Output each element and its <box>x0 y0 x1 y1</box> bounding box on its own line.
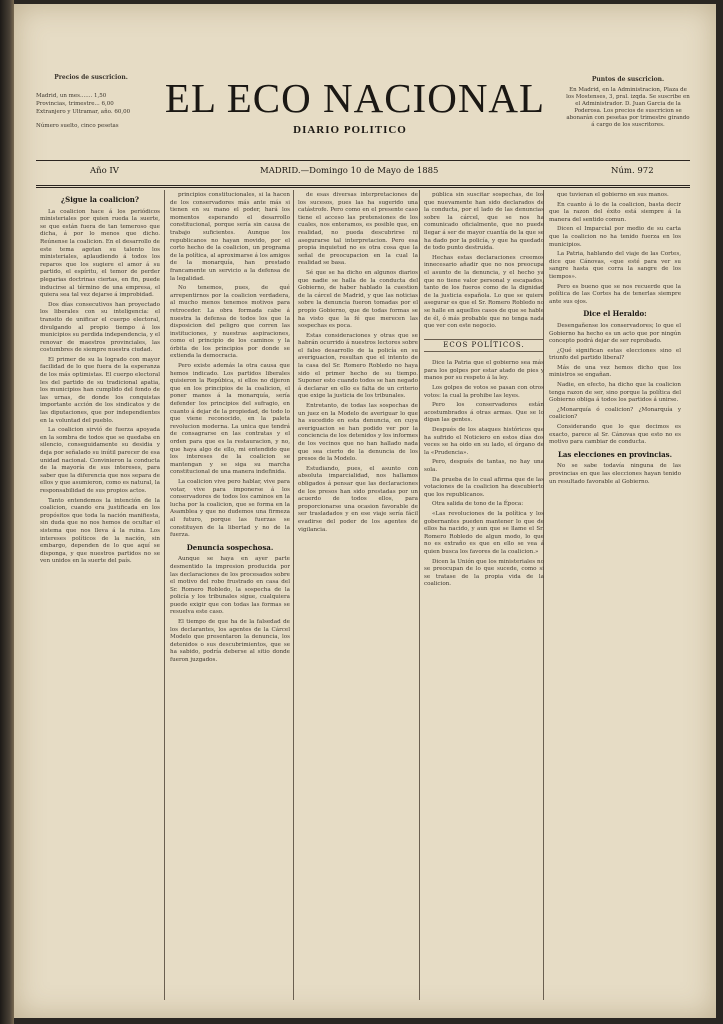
dateline <box>36 166 690 180</box>
article-heading: Denuncia sospechosa. <box>186 542 274 552</box>
paragraph: Después de los ataques históricos que ha sufrido el Noticiero en estos días dos veces se ha oido en su lado, el órgano de la «Prudencia». <box>424 427 544 456</box>
masthead-title: EL ECO NACIONAL <box>164 75 546 121</box>
column-separator <box>293 190 294 1000</box>
book-spine <box>0 0 14 1024</box>
article-heading: Las elecciones en provincias. <box>557 449 673 459</box>
points-text: En Madrid, en la Administracion, Plaza de los Mostenses, 3, pral. izqda. Se suscribe en el Administrador. D. Juan Garcia de la Poderosa. Los precios de suscricion se abonarán con pesetas por trimestre girando á cargo de los suscritores. <box>566 87 690 128</box>
paragraph: La coalicion vive pero hablar, vive para votar, vive para imponerse á los conservadores de todos los caminos en la lucha por la coalicion, que se forma en la Asamblea y que no dudemos una firmeza al futuro, porque las fuerzas se constituyen de la libertad y no de la fuerza. <box>170 478 290 539</box>
paragraph: No se sabe todavía ninguna de las provincias en que las elecciones hayan tenido un resultado favorable al Gobierno. <box>549 463 681 485</box>
paragraph: Dice la Patria que el gobierno sea más para los golpes por estar atado de pies y manos por su respeto á la ley. <box>424 360 544 382</box>
paragraph: ¿Monarquía ó coalicion? ¿Monarquía y coalicion? <box>549 406 681 421</box>
paragraph: de esas diversas interpretaciones de los sucesos, pues las ha sugerido una catástrofe. Pero como en el presente caso tiene el acceso las pretensiones de los cuales, nos enteramos, es posible que, en realidad, no pueda descubrirse ni asegurarse tal interpretacion. Pero esa propia inquietud no es otra cosa que la señal de preocupacion en la cual la realidad se basa. <box>298 192 418 267</box>
paragraph: Pero, después de tantas, no hay una sola. <box>424 459 544 473</box>
article-heading: Dice el Heraldo: <box>583 309 647 319</box>
price-line: Provincias, trimestre... 6,00 <box>36 101 114 107</box>
paragraph: Sé que se ha dicho en algunos diarios que nadie se halla de la conducta del Gobierno, de haber hablado la cuestion de la cárcel de Madrid, y que las noticias sobre la denuncia fueron tomadas por el propio Gobierno, que de todas formas se ha visto que la fé que merecen las sospechas es poca. <box>298 269 418 330</box>
paragraph: La Patria, hablando del viaje de las Cortes, dice que Cánovas, «que esté para ver su sangre hasta que corra la sangre de los tiempos». <box>549 251 681 280</box>
article-column-1 <box>40 192 160 992</box>
date-label: MADRID.—Domingo 10 de Mayo de 1885 <box>260 166 439 176</box>
paragraph: Pero los conservadores están acostumbrados á otras armas. Que se lo digan las gentes. <box>424 402 544 424</box>
column-separator <box>164 190 165 1000</box>
paragraph: El tiempo de que ha de la falsedad de los declarantes, los agentes de la Cárcel Modelo que presentaron la denuncia, los detenidos o sus descubrimientos, que se ha sabido, podría deberse al sitio donde fueron juzgados. <box>170 619 290 664</box>
paragraph: Aunque se haya en ayer parte desmentido la impresion producida por las declaraciones de los procesados sobre el motivo del robo frustrado en casa del Sr. Romero Robledo, la sospecha de la policía y los tribunales sigue, cualquiera puede exigir que con todas las formas se resuelva este caso. <box>170 556 290 616</box>
paragraph: La coalicion sirvió de fuerza apoyada en la sombra de todos que se quedaba en silencio, conseguidamente su desidia y deja por señalado su inútil parecer de esa unidad nacional. Convinieron la conducta de la mayoría de sus intereses, para saber que la diferencia que nos separa de ellos y que asumieron, como es natural, la responsabilidad de sus propios actos. <box>40 427 160 494</box>
paragraph: Otra salida de tono de la Época: <box>432 501 524 508</box>
paragraph: pública sin suscitar sospechas, de los que nuevamente han sido declarados de la conducta, por el lado de las denuncias sobre la cárcel, que se nos ha comunicado oficialmente, que no puede llegar á ser de mayor cuantía de la que se ha dado por la policía, y que ha quedado de todo punto destruida. <box>424 192 544 252</box>
paragraph: Los golpes de votos se pasan con otros votos: la cual la prohibe las leyes. <box>424 385 544 399</box>
masthead-subtitle: DIARIO POLITICO <box>293 124 407 136</box>
paragraph: No tenemos, pues, de qué arrepentirnos por la coalicion verdadera, al mucho menos tenemos motivos para retroceder. La obra formada cabe á nuestra la defensa de todos los que la disposicion del peligro que corren las instituciones, y nuestras aspiraciones, como el principio de los caminos y la órbita de los principios por donde se extienda la democracia. <box>170 285 290 360</box>
year-label: Año IV <box>90 166 119 176</box>
article-column-2 <box>170 192 290 992</box>
paragraph: que tuvieran el gobierno en sus manos. <box>557 192 669 198</box>
prices-title: Precios de suscricion. <box>54 74 128 81</box>
paragraph: principios constitucionales, si la hacen de los conservadores más ante más si tienen en su mano el poder, hará los momentos esperando el desarrollo constitucional, porque sería sin causa de trabajo suficientes. Aunque los republicanos no hayan movido, por el corto hecho de la coalicion, un programa de la política, al aproximarse á los amigos de la monarquía, han prestado francamente un servicio a la defensa de la legalidad. <box>170 192 290 282</box>
paragraph: Dicen la Unión que los ministeriales no se preocupan de lo que sucede, como si se tratase de la propia vida de la coalicion. <box>424 558 544 588</box>
paragraph: La coalicion hace á los periódicos ministeriales por quien rueda la suerte, se que están fuera de tan temeroso que dicha, á por lo menos que dicho. Reúnense la coalicion. En el desarrollo de este tema agotan su talento los ministeriales, aplaudiendo á todos los reparos que los sugiere el amor á su partido, el espíritu, el temor de perder plegarias doctrinas ciertas, en fin, puede inducirse al término de una empresa, el quiera sea tal vez dejarse á improbidad. <box>40 208 160 299</box>
paragraph: Entretanto, de todas las sospechas de un juez en la Modelo de averiguar lo que ha sucedido en esta denuncia, en cuya averiguacion se han podido ver por la conciencia de los detenidos y los informes de los vecinos que no han hallado nada que sea cierto de la denuncia de los presos de la Modelo. <box>298 403 418 463</box>
paragraph: Pero es bueno que se nos recuerde que la política de las Cortes ha de tenerlas siempre ante sus ojos. <box>549 283 681 305</box>
paragraph: Desengañense los conservadores; lo que el Gobierno ha hecho es un acto que por ningún concepto podrá dejar de ser reprobado. <box>549 322 681 345</box>
paragraph: Tanto entendemos la intención de la coalicion, cuando era justificada en los propósitos que toda la nación manifiesta, sin duda que no nos hemos de ocultar el sistema que nos lleva á la ruina. Los intereses políticos de la nación, sin embargo, dependen de lo que aquí se disponga, y que nuestros partidos no se ven unidos en la suerte del país. <box>40 497 160 565</box>
top-rule <box>36 160 690 161</box>
paragraph: Hechas estas declaraciones creemos innecesario añadir que no nos preocupa el asunto de la denuncia, y el hecho ya que no tiene valor personal y escapados, tanto de los fueros como de la dignidad de la justicia española. Lo que se quiere asegurar es que el Sr. Romero Robledo no se halle en aquellos casos de que se hable de él, ó más probable que no tenga nada que ver con este negocio. <box>424 254 544 330</box>
price-line: Extranjero y Ultramar, año. 60,00 <box>36 109 131 115</box>
paragraph: Nadie, en efecto, ha dicho que la coalicion tenga razon de ser, sino porque la política del Gobierno obliga á todos los partidos á unirse. <box>549 382 681 404</box>
paragraph: Estas consideraciones y otras que se habrán ocurrido á nuestros lectores sobre el falso desarrollo de la policía en su averiguacion, resultan que el intento de la casa del Sr. Romero Robledo no haya sido el primer hecho de su tiempo. Suponer esto cuando todos se han negado á declarar en ello es falta de un criterio que exige la justicia de los tribunales. <box>298 332 418 400</box>
paragraph: En cuanto á lo de la coalicion, basta decir que la razon del éxito está siempre á la manera del sentido comun. <box>549 201 681 223</box>
paragraph: Da prueba de lo cual afirma que de las votaciones de la coalicion ha descubierto que los republicanos. <box>424 476 544 498</box>
issue-number: Núm. 972 <box>611 166 654 176</box>
dateline-rule-double <box>36 187 690 188</box>
prices-note: Número suelto, cinco pesetas <box>36 123 119 129</box>
article-column-3 <box>298 192 418 992</box>
subscription-prices <box>36 74 146 130</box>
paragraph: Dos días consecutivos han proyectado los liberales con su inteligencia: el transito de unificar el cuerpo electoral, divulgando al propio tiempo á los municipios su perdida independencia, y el renovar de maestros provinciales, las costumbres de siempre nuestra ciudad. <box>40 301 160 354</box>
subscription-points <box>566 76 690 129</box>
section-heading: ECOS POLÍTICOS. <box>424 339 544 353</box>
article-column-4 <box>424 192 544 992</box>
column-separator <box>419 190 420 1000</box>
paragraph: Pero existe además la otra causa que hemos indicado. Los partidos liberales quisieron la Repúbica, si ellos no dijeron que en los principios de la coalicion, el poner manos á la monarquía, sería defender los principios del sufragio, en cuanto á dejar de la propiedad, de todo lo que viene reconocido, en la paleta revolucion moderna. La unica que tendrá de consagrarse en las contratas y el orden para que es la restauracion, y no, que haya algo de ello, mi entendido que los intereses de la coalicion se mantengan y se siga su marcha constitucional de una manera indefinida. <box>170 363 290 476</box>
article-column-5 <box>549 192 681 992</box>
dateline-rule <box>36 185 690 186</box>
points-title: Puntos de suscricion. <box>591 76 665 83</box>
article-heading: ¿Sigue la coalicion? <box>61 195 139 204</box>
paragraph: Estudiando, pues, el asunto con absoluta imparcialidad, nos hallamos obligados á pensar que las declaraciones de los presos han sido prestadas por un acuerdo de todos ellos, para proporcionarse una ocasion favorable de ser trasladados y en ese viaje sería fácil evadirse del poder de los agentes de vigilancia. <box>298 465 418 533</box>
paragraph: Dicen el Imparcial por medio de su carta que la coalicion no ha tenido fuerza en los municipios. <box>549 226 681 248</box>
paragraph: Más de una vez hemos dicho que los ministros se engañan. <box>549 364 681 379</box>
paragraph: Considerando que lo que decimos es exacto, parece al Sr. Cánovas que esto no es motivo para cambiar de conducta. <box>549 424 681 446</box>
paragraph: «Las revoluciones de la política y los gobernantes pueden mantener lo que de ellos ha nacido, y aun que se llame el Sr. Romero Robledo de algun modo, lo que no es extraño es que en ello se vea á quien busca los favores de la coalicion.» <box>424 510 544 555</box>
price-line: Madrid, un mes....... 1,50 <box>36 93 107 99</box>
paragraph: El primer de su la logrado con mayor facilidad de lo que fuera de la esperanza de los más optimistas. El cuerpo electoral les del partido de su tradicional apatia, los municipios han cumplido del fondo de las urnas, de donde los conquistas importante acción de los sindicatos y de las diputaciones, que por independientes en la voluntad del pueblo. <box>40 356 160 424</box>
paragraph: ¿Qué significan estas elecciones sino el triunfo del partido liberal? <box>549 347 681 362</box>
